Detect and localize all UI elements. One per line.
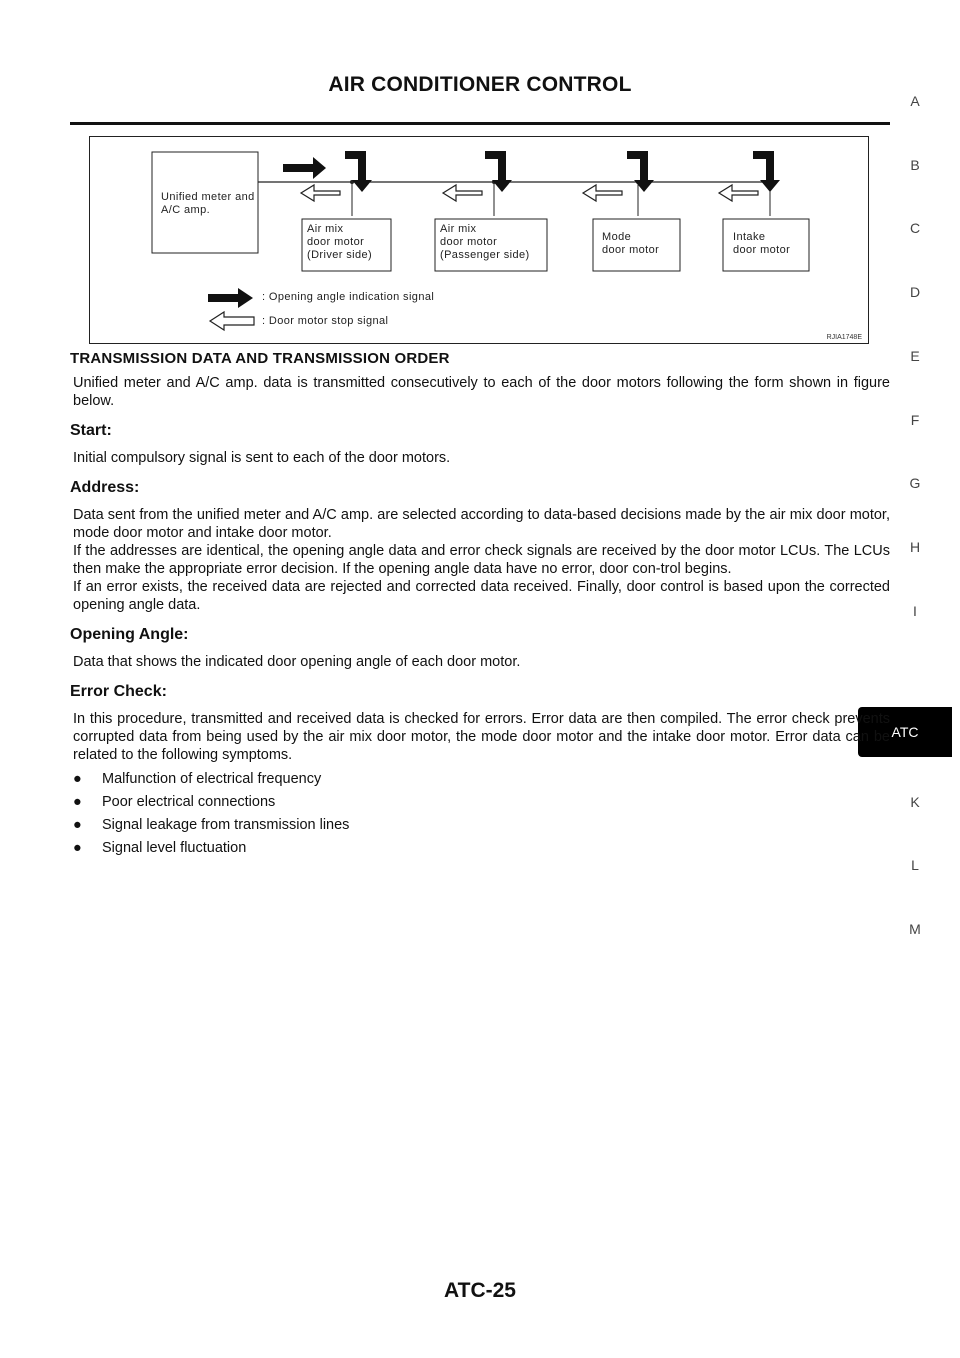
opening-signal-arrow (627, 151, 654, 192)
list-item: ● Signal level fluctuation (73, 840, 247, 856)
legend-stop-label: : Door motor stop signal (262, 315, 389, 327)
list-item: ● Poor electrical connections (73, 794, 276, 810)
stop-signal-arrow (301, 185, 340, 201)
symptom-list (70, 770, 890, 857)
stop-signal-arrow (443, 185, 482, 201)
index-letter-a[interactable]: A (910, 93, 920, 109)
amp-label: Unified meter and A/C amp. (161, 191, 255, 216)
index-letter-h[interactable]: H (909, 539, 921, 555)
opening-angle-heading: Opening Angle: (70, 626, 189, 643)
page-number: ATC-25 (444, 1279, 516, 1302)
index-letter-m[interactable]: M (909, 921, 921, 937)
intro-paragraph: Unified meter and A/C amp. data is transmitted consecutively to each of the door motors following the form shown in figure below. (73, 375, 890, 409)
bullet-icon: ● (73, 817, 82, 833)
motor-label-passenger: Air mix door motor (Passenger side) (440, 223, 530, 261)
signal-diagram (89, 136, 869, 344)
bullet-icon: ● (73, 840, 82, 856)
stop-signal-arrow (719, 185, 758, 201)
error-check-heading: Error Check: (70, 683, 167, 700)
index-letter-e[interactable]: E (910, 348, 920, 364)
address-heading: Address: (70, 479, 140, 496)
index-letter-b[interactable]: B (910, 157, 920, 173)
opening-angle-paragraph: Data that shows the indicated door opening angle of each door motor. (73, 654, 521, 670)
list-item: ● Signal leakage from transmission lines (73, 817, 350, 833)
figure-code: RJIA1748E (826, 334, 862, 341)
address-paragraph-2: If the addresses are identical, the opening angle data and error check signals are received by the door motor LCUs. The LCUs then make the appropriate error decision. If the opening angle data have no error, door con-trol begins. (73, 543, 890, 577)
opening-signal-arrow (345, 151, 372, 192)
legend-stop-arrow (210, 312, 254, 330)
stop-signal-arrow (583, 185, 622, 201)
content (70, 350, 890, 862)
start-paragraph: Initial compulsory signal is sent to each of the door motors. (73, 450, 451, 466)
bullet-icon: ● (73, 771, 82, 787)
index-letter-c[interactable]: C (909, 220, 921, 236)
address-paragraph-1: Data sent from the unified meter and A/C amp. are selected according to data-based decisions made by the air mix door motor, mode door motor and intake door motor. (73, 507, 890, 541)
index-letter-g[interactable]: G (909, 475, 921, 491)
bullet-icon: ● (73, 794, 82, 810)
motor-label-intake: Intake door motor (733, 231, 791, 256)
motor-label-mode: Mode door motor (602, 231, 660, 256)
index-letter-d[interactable]: D (909, 284, 921, 300)
motor-label-driver: Air mix door motor (Driver side) (307, 223, 373, 261)
start-heading: Start: (70, 422, 112, 439)
index-tab-atc[interactable]: ATC (858, 707, 952, 757)
opening-signal-arrow (283, 157, 326, 179)
legend-opening-label: : Opening angle indication signal (262, 291, 435, 303)
index-letter-k[interactable]: K (910, 794, 920, 810)
address-paragraph-3: If an error exists, the received data are rejected and corrected data received. Finally, door control is based upon the corrected opening angle data. (73, 579, 890, 613)
index-letter-f[interactable]: F (910, 412, 920, 428)
title-rule (70, 122, 890, 125)
section-heading: TRANSMISSION DATA AND TRANSMISSION ORDER (70, 350, 450, 367)
legend-opening-arrow (208, 288, 253, 308)
opening-signal-arrow (753, 151, 780, 192)
opening-signal-arrow (485, 151, 512, 192)
index-letter-l[interactable]: L (911, 857, 919, 873)
error-check-paragraph: In this procedure, transmitted and received data is checked for errors. Error data are then compiled. The error check prevents corrupted data from being used by the air mix door motor, the mode door motor and the intake door motor. Error data can be related to the following symptoms. (73, 711, 890, 763)
index-letter-i[interactable]: I (913, 603, 917, 619)
list-item: ● Malfunction of electrical frequency (73, 771, 322, 787)
page-title: AIR CONDITIONER CONTROL (328, 73, 632, 96)
